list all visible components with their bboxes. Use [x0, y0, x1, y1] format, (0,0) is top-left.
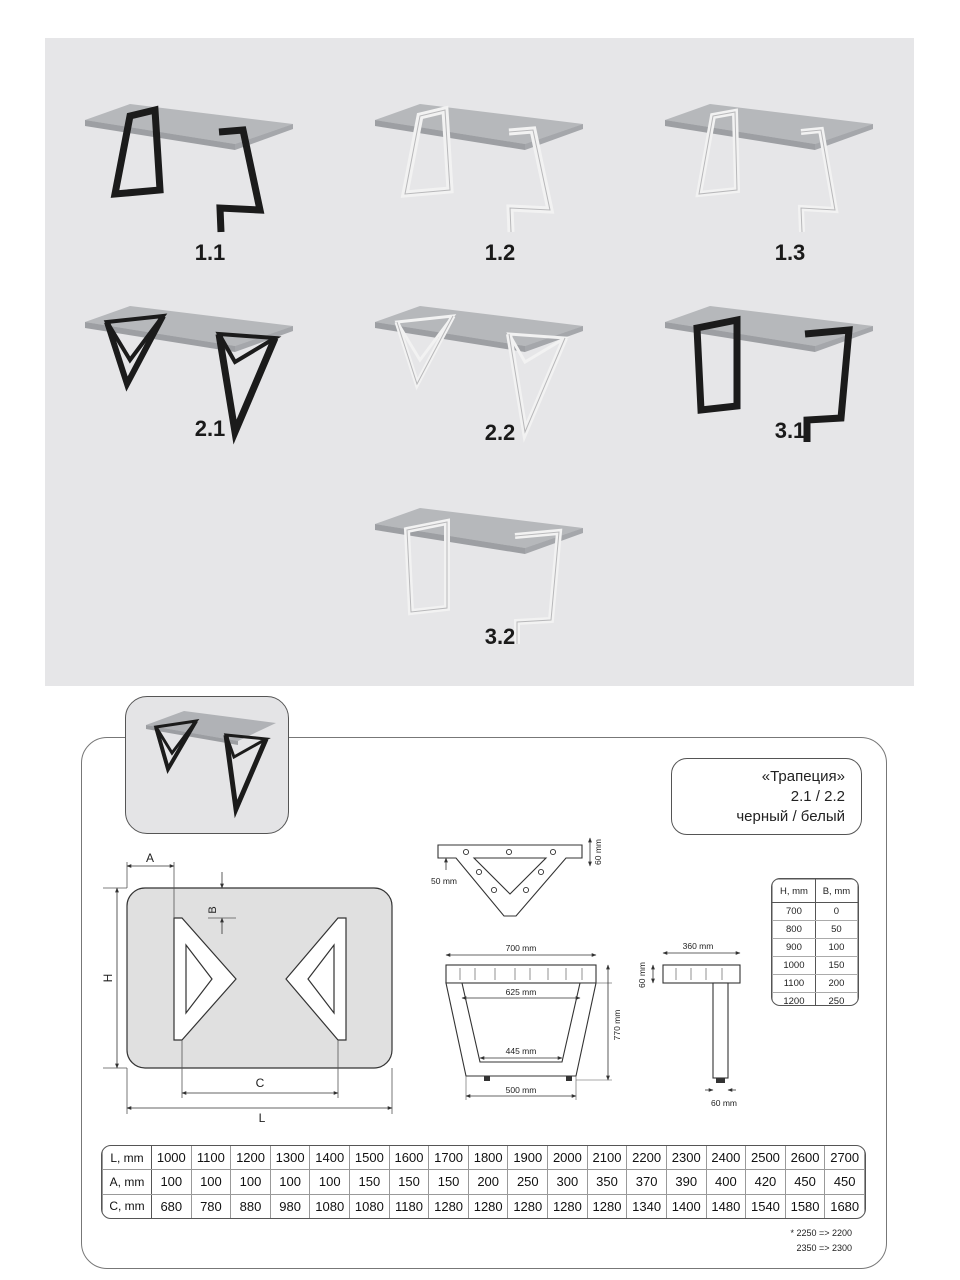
dim-label-c: C — [255, 1076, 265, 1090]
side-view-drawing — [653, 953, 740, 1090]
table-cell: 1100 — [773, 975, 816, 993]
table-cell: 420 — [746, 1170, 786, 1194]
table-cell: 1480 — [706, 1194, 746, 1218]
table-cell: 250 — [508, 1170, 548, 1194]
row-label: L, mm — [103, 1146, 152, 1170]
table-cell: 1700 — [429, 1146, 469, 1170]
top-view-drawing — [103, 862, 392, 1114]
table-cell: 2000 — [548, 1146, 588, 1170]
table-cell: 250 — [815, 993, 857, 1007]
table-cell: 100 — [310, 1170, 350, 1194]
front-inner-top: 625 mm — [505, 987, 537, 997]
table-cell: 150 — [429, 1170, 469, 1194]
table-cell: 1280 — [548, 1194, 588, 1218]
table-row — [773, 939, 858, 957]
table-cell: 1080 — [350, 1194, 390, 1218]
table-cell: 100 — [270, 1170, 310, 1194]
table-cell: 1100 — [191, 1146, 231, 1170]
table-cell: 1280 — [429, 1194, 469, 1218]
table-cell: 680 — [152, 1194, 192, 1218]
table-cell: 780 — [191, 1194, 231, 1218]
table-cell: 100 — [815, 939, 857, 957]
table-cell: 100 — [231, 1170, 271, 1194]
dim-label-h: H — [101, 973, 115, 983]
table-cell: 1000 — [773, 957, 816, 975]
front-view-drawing — [446, 955, 612, 1100]
variant-label: 3.2 — [484, 624, 516, 649]
table-cell: 1540 — [746, 1194, 786, 1218]
side-width: 360 mm — [682, 941, 714, 951]
table-cell: 880 — [231, 1194, 271, 1218]
table-cell: 2400 — [706, 1146, 746, 1170]
dim-label-l: L — [258, 1111, 266, 1125]
table-cell: 400 — [706, 1170, 746, 1194]
mounting-plate-drawing — [438, 838, 590, 916]
model-variants: 2.1 / 2.2 — [790, 788, 845, 805]
table-cell: 2600 — [785, 1146, 825, 1170]
row-label: A, mm — [103, 1170, 152, 1194]
table-cell: 2100 — [587, 1146, 627, 1170]
table-cell: 1400 — [666, 1194, 706, 1218]
table-cell: 300 — [548, 1170, 588, 1194]
footnotes — [770, 1226, 852, 1256]
table-row — [773, 903, 858, 921]
variant-label: 1.2 — [484, 240, 516, 265]
table-cell: 450 — [825, 1170, 865, 1194]
footnote: * 2250 => 2200 — [790, 1228, 852, 1238]
table-cell: 1080 — [310, 1194, 350, 1218]
model-colors: черный / белый — [736, 808, 845, 825]
table-cell: 1280 — [587, 1194, 627, 1218]
height-offset-table — [771, 878, 859, 1006]
table-header: H, mm — [773, 880, 816, 903]
table-cell: 1600 — [389, 1146, 429, 1170]
table-row — [773, 921, 858, 939]
variant-label: 1.1 — [194, 240, 226, 265]
table-cell: 1280 — [468, 1194, 508, 1218]
variant-label: 1.3 — [774, 240, 806, 265]
table-cell: 980 — [270, 1194, 310, 1218]
table-row — [773, 957, 858, 975]
table-cell: 150 — [389, 1170, 429, 1194]
variant-label: 2.1 — [194, 416, 226, 441]
table-header: B, mm — [815, 880, 857, 903]
table-cell: 1680 — [825, 1194, 865, 1218]
table-row — [103, 1194, 865, 1218]
table-cell: 2700 — [825, 1146, 865, 1170]
side-height: 60 mm — [637, 962, 647, 988]
row-label: C, mm — [103, 1194, 152, 1218]
table-cell: 1580 — [785, 1194, 825, 1218]
table-cell: 200 — [468, 1170, 508, 1194]
table-row — [103, 1170, 865, 1194]
plate-height-label: 60 mm — [593, 839, 603, 865]
dim-label-b: B — [207, 906, 219, 914]
table-cell: 1900 — [508, 1146, 548, 1170]
table-cell: 1400 — [310, 1146, 350, 1170]
table-cell: 450 — [785, 1170, 825, 1194]
footnote: 2350 => 2300 — [796, 1243, 852, 1253]
table-cell: 370 — [627, 1170, 667, 1194]
dim-label-a: A — [145, 851, 155, 865]
table-cell: 700 — [773, 903, 816, 921]
table-cell: 900 — [773, 939, 816, 957]
table-cell: 150 — [350, 1170, 390, 1194]
table-cell: 1300 — [270, 1146, 310, 1170]
table-row — [773, 993, 858, 1007]
table-cell: 350 — [587, 1170, 627, 1194]
table-cell: 1200 — [231, 1146, 271, 1170]
model-name: «Трапеция» — [761, 768, 845, 785]
front-height: 770 mm — [612, 1009, 622, 1041]
table-cell: 1180 — [389, 1194, 429, 1218]
table-cell: 1000 — [152, 1146, 192, 1170]
front-inner-bottom: 445 mm — [505, 1046, 537, 1056]
table-cell: 1800 — [468, 1146, 508, 1170]
table-cell: 100 — [152, 1170, 192, 1194]
table-cell: 50 — [815, 921, 857, 939]
table-cell: 1200 — [773, 993, 816, 1007]
table-cell: 150 — [815, 957, 857, 975]
front-bottom-width: 500 mm — [505, 1085, 537, 1095]
dimensions-table — [101, 1145, 866, 1219]
table-row — [103, 1146, 865, 1170]
table-cell: 0 — [815, 903, 857, 921]
variant-label: 3.1 — [774, 418, 806, 443]
table-row — [773, 975, 858, 993]
table-cell: 800 — [773, 921, 816, 939]
side-leg-width: 60 mm — [711, 1098, 737, 1108]
table-cell: 1500 — [350, 1146, 390, 1170]
plate-inset-label: 50 mm — [431, 876, 457, 886]
table-cell: 390 — [666, 1170, 706, 1194]
table-cell: 2200 — [627, 1146, 667, 1170]
table-cell: 100 — [191, 1170, 231, 1194]
table-cell: 200 — [815, 975, 857, 993]
variant-label: 2.2 — [484, 420, 516, 445]
table-cell: 2300 — [666, 1146, 706, 1170]
table-cell: 1280 — [508, 1194, 548, 1218]
table-cell: 2500 — [746, 1146, 786, 1170]
front-top-width: 700 mm — [505, 943, 537, 953]
table-cell: 1340 — [627, 1194, 667, 1218]
